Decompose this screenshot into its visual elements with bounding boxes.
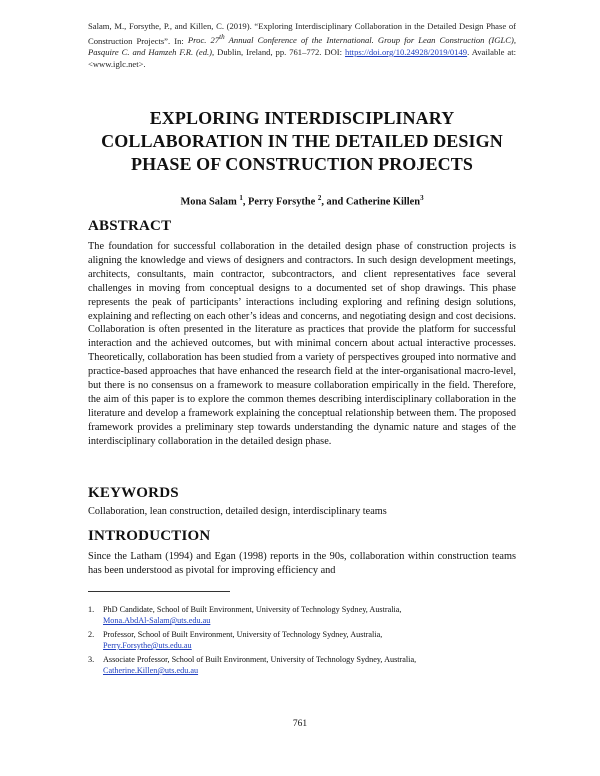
abstract-heading: ABSTRACT: [88, 218, 172, 234]
footnote-separator: [88, 591, 230, 592]
author-2: , Perry Forsythe: [242, 196, 318, 208]
footnote-item: [88, 629, 516, 651]
footnote-number: 2.: [88, 630, 95, 639]
footnote-email-link[interactable]: Mona.AbdAl-Salam@uts.edu.au: [103, 616, 211, 625]
citation-proceedings: Proc. 27: [187, 35, 220, 46]
page-number: 761: [292, 719, 308, 729]
author-list: [88, 194, 516, 207]
footnote-text: PhD Candidate, School of Built Environment, University of Technology Sydney, Australia,: [103, 605, 402, 614]
paper-title: EXPLORING INTERDISCIPLINARY COLLABORATION IN THE DETAILED DESIGN PHASE OF CONSTRUCTION PROJECTS: [101, 108, 503, 174]
author-3: , and Catherine Killen: [321, 196, 421, 208]
keywords-heading: KEYWORDS: [88, 485, 179, 501]
footnote-number: 3.: [88, 655, 95, 664]
author-1: Mona Salam: [180, 196, 240, 208]
citation-header: [88, 21, 516, 70]
citation-availability: . Available at: <www.iglc.net>.: [88, 47, 516, 69]
citation-ordinal: th: [219, 33, 225, 42]
doi-link[interactable]: https://doi.org/10.24928/2019/0149: [345, 47, 468, 58]
footnote-text: Associate Professor, School of Built Environment, University of Technology Sydney, Australia,: [103, 655, 417, 664]
footnote-item: [88, 654, 516, 676]
introduction-text: Since the Latham (1994) and Egan (1998) reports in the 90s, collaboration within construction teams has been understood as pivotal for improving efficiency and: [88, 551, 516, 576]
abstract-text: The foundation for successful collaboration in the detailed design phase of construction projects is aligning the knowledge and views of designers and contractors. In such design development meetings, architects, consultants, main contractor, subcontractors, and client representatives face several challenges in moving from conceptual designs to a documented set of shop drawings. This phase represents the peak of participants’ interactions including exploring and refining design solutions, explaining and reflecting on each other’s ideas and concerns, and negotiating design and cost decisions. Collaboration is often presented in the literature as practices that provide the platform for successful interaction and the achieved outcomes, but with minimal concern about actual interactive processes. Theoretically, collaboration has been studied from a variety of perspectives grouped into normative and practice-based approaches that have enhanced the research field at the inter-organisational macro-level, but there is no consensus on a framework to measure collaboration empirically in the field. Therefore, the aim of this paper is to explore the common themes describing interdisciplinary collaboration in the literature and develop a framework explaining the conceptual relationship between them. The proposed framework provides a preliminary step towards understanding the dynamic nature and stages of the interdisciplinary collaboration in the detailed design phase.: [88, 241, 516, 447]
keywords-text: Collaboration, lean construction, detailed design, interdisciplinary teams: [88, 506, 387, 517]
footnotes: [88, 604, 516, 679]
citation-location: , Dublin, Ireland, pp. 761–772. DOI:: [212, 47, 345, 58]
footnote-email-link[interactable]: Perry.Forsythe@uts.edu.au: [103, 641, 192, 650]
footnote-email-link[interactable]: Catherine.Killen@uts.edu.au: [103, 666, 199, 675]
introduction-heading: INTRODUCTION: [88, 528, 211, 544]
author-3-footnote-marker: 3: [420, 194, 424, 202]
footnote-item: [88, 604, 516, 626]
author-2-footnote-marker: 2: [317, 194, 322, 202]
footnote-number: 1.: [88, 605, 95, 614]
author-1-footnote-marker: 1: [239, 194, 243, 202]
citation-proceedings-rest: Annual Conference of the International. Group for Lean Construction (IGLC), Pasquire C. and Hamzeh F.R. (ed.): [88, 35, 516, 58]
footnote-text: Professor, School of Built Environment, University of Technology Sydney, Australia,: [103, 630, 383, 639]
citation-text: Salam, M., Forsythe, P., and Killen, C. (2019). “Exploring Interdisciplinary Collaboration in the Detailed Design Phase of Construction Projects”. In:: [88, 21, 516, 46]
